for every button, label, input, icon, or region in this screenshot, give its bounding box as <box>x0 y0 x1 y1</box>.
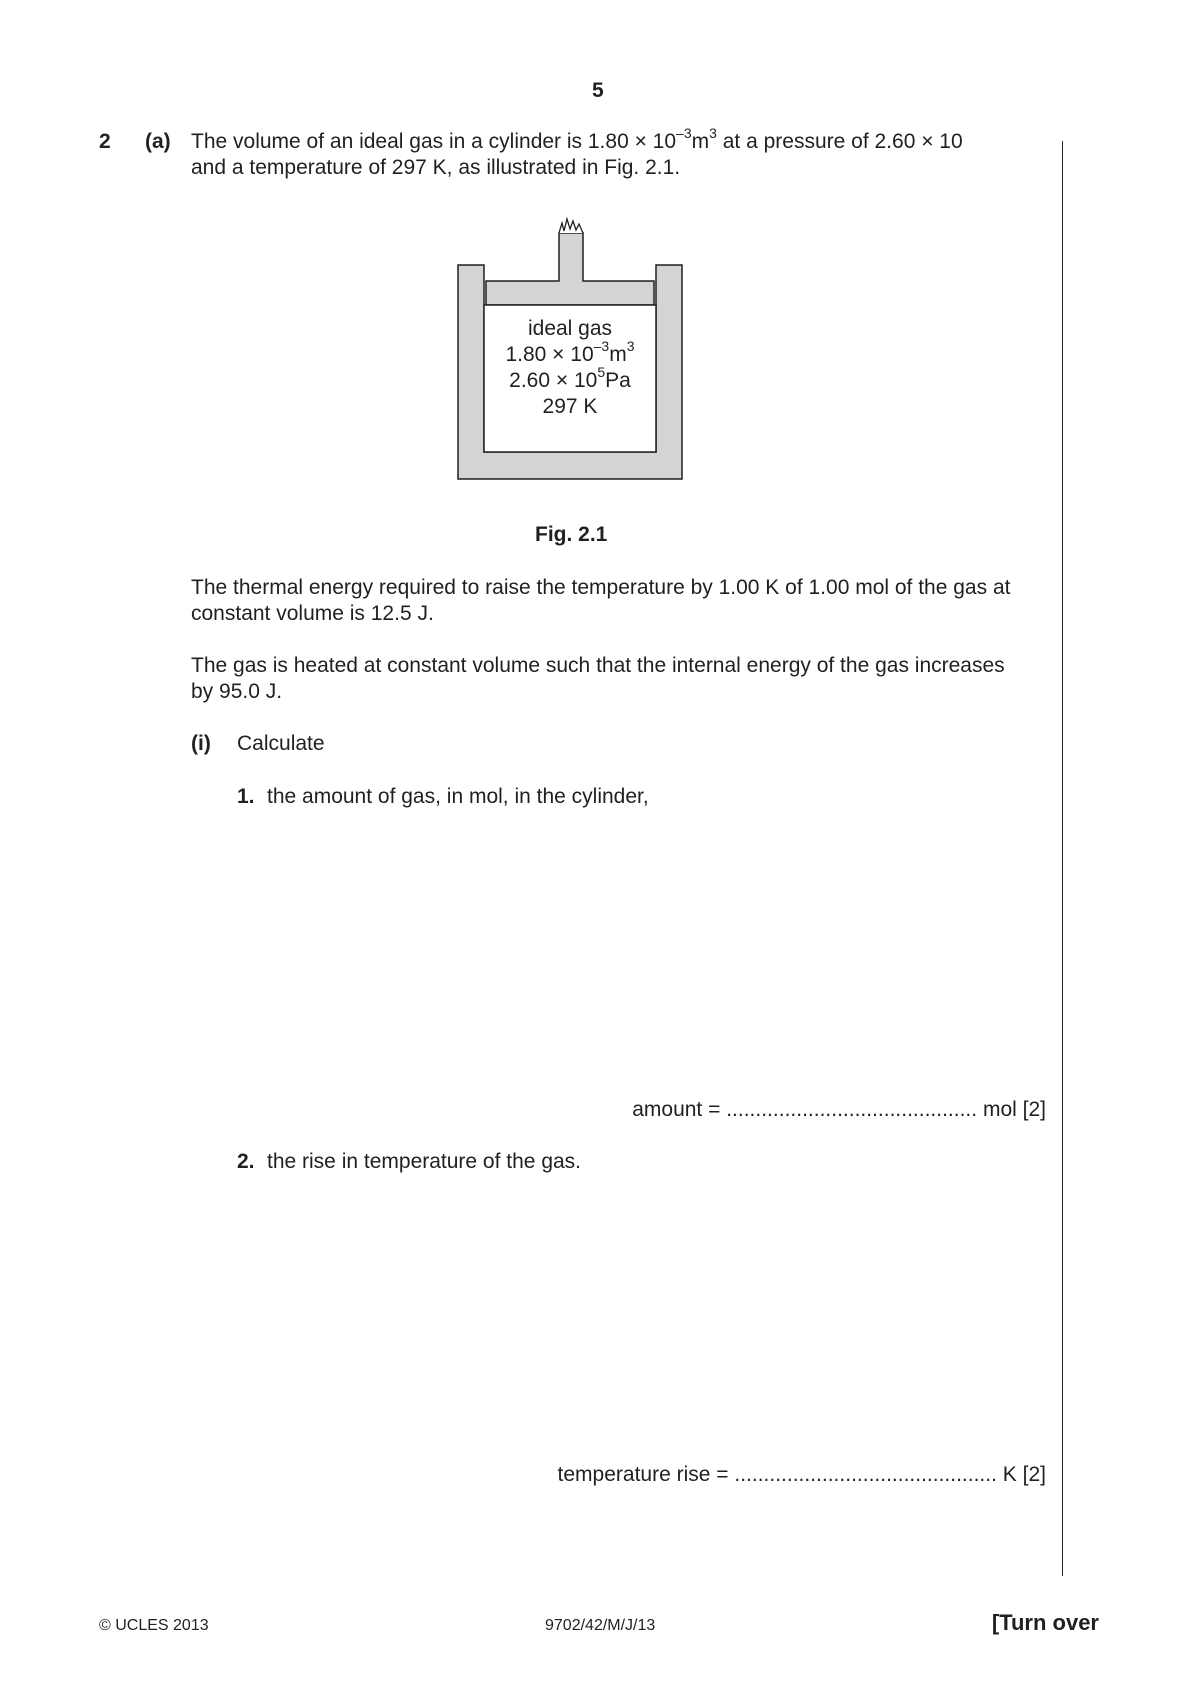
answer2-marks: [2] <box>1022 1463 1046 1486</box>
intro-text-c: at a pressure of 2.60 × 10 <box>716 130 963 153</box>
paragraph1-line1: The thermal energy required to raise the temperature by 1.00 K of 1.00 mol of the gas at <box>191 576 1011 599</box>
question-intro-line1 <box>191 125 963 155</box>
gas-pressure-label <box>484 364 656 394</box>
cylinder-figure <box>455 215 685 487</box>
margin-rule <box>1062 141 1063 1576</box>
part-i-text: Calculate <box>237 732 325 755</box>
item2-text: the rise in temperature of the gas. <box>267 1150 582 1173</box>
piston <box>486 233 654 305</box>
footer-paper-code: 9702/42/M/J/13 <box>545 1617 656 1634</box>
question-intro-line2: and a temperature of 297 K, as illustrated in Fig. 2.1. <box>191 156 681 179</box>
item2-number: 2. <box>237 1150 255 1173</box>
answer2-unit: K <box>1002 1463 1017 1486</box>
paragraph2-line1: The gas is heated at constant volume such that the internal energy of the gas increases <box>191 654 1005 677</box>
intro-text-a: The volume of an ideal gas in a cylinder is 1.80 × 10 <box>191 130 677 153</box>
item1-text: the amount of gas, in mol, in the cylinder, <box>267 785 649 808</box>
answer1-dots[interactable]: ........................................... <box>726 1098 978 1121</box>
answer2-line <box>558 1462 1046 1488</box>
gas-temperature-label: 297 K <box>542 395 598 418</box>
question-number: 2 <box>99 130 111 153</box>
answer1-marks: [2] <box>1022 1098 1046 1121</box>
answer1-label: amount = <box>632 1098 721 1121</box>
intro-exp2: 3 <box>709 125 717 141</box>
paragraph2-line2: by 95.0 J. <box>191 680 283 703</box>
gas-volume-b: m <box>609 343 627 366</box>
gas-volume-exp2: 3 <box>626 338 635 354</box>
answer1-unit: mol <box>982 1098 1017 1121</box>
piston-rod-break <box>559 219 583 233</box>
paragraph1-line2: constant volume is 12.5 J. <box>191 602 434 625</box>
gas-pressure-exp: 5 <box>597 364 606 380</box>
footer-copyright: © UCLES 2013 <box>99 1617 209 1634</box>
gas-pressure-a: 2.60 × 10 <box>509 369 598 392</box>
question-part-label: (a) <box>145 130 171 153</box>
gas-volume-label <box>484 338 656 368</box>
gas-pressure-b: Pa <box>605 369 631 392</box>
page-number: 5 <box>592 79 604 102</box>
intro-exp1: –3 <box>676 125 692 141</box>
answer2-dots[interactable]: ............................................. <box>734 1463 997 1486</box>
answer2-label: temperature rise = <box>557 1463 729 1486</box>
part-i-label: (i) <box>191 732 211 755</box>
gas-volume-exp: –3 <box>593 338 610 354</box>
intro-text-b: m <box>691 130 710 153</box>
item1-number: 1. <box>237 785 255 808</box>
answer1-line <box>632 1097 1046 1123</box>
gas-volume-a: 1.80 × 10 <box>505 343 594 366</box>
footer-turn-over: [Turn over <box>991 1610 1099 1635</box>
gas-label: ideal gas <box>527 317 613 340</box>
figure-caption: Fig. 2.1 <box>535 523 608 546</box>
